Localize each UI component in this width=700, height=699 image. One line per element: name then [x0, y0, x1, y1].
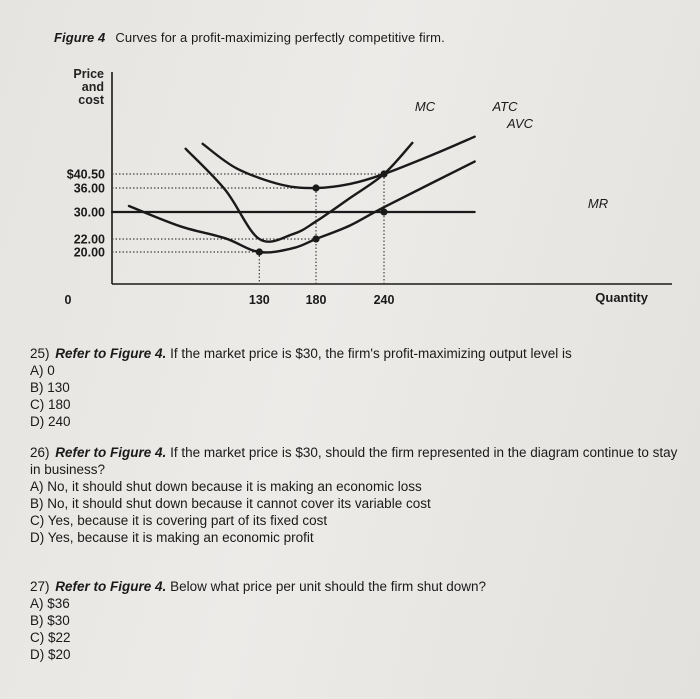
x-axis-title: Quantity	[595, 290, 648, 305]
question-text: Below what price per unit should the firm shut down?	[170, 579, 486, 594]
question-ref: Refer to Figure 4.	[55, 346, 167, 361]
y-tick-label: 20.00	[73, 245, 105, 260]
x-tick-label: 180	[305, 293, 327, 307]
intersection-point	[256, 248, 263, 255]
question-ref: Refer to Figure 4.	[55, 445, 167, 460]
y-axis-title-line: Price	[73, 67, 104, 81]
figure-label: Figure 4	[54, 30, 106, 45]
curve-atc	[203, 137, 475, 188]
answer-option[interactable]: C) Yes, because it is covering part of its fixed cost	[30, 513, 328, 528]
question-stem	[30, 444, 680, 478]
y-axis-title-line: and	[81, 80, 104, 94]
intersection-point	[380, 170, 387, 177]
curve-label-mc: MC	[414, 99, 436, 114]
curve-label-avc: AVC	[506, 116, 534, 131]
question-text: If the market price is $30, the firm's profit-maximizing output level is	[170, 346, 572, 361]
y-tick-label: 30.00	[73, 205, 105, 220]
intersection-point	[380, 208, 387, 215]
x-tick-label: 130	[248, 293, 270, 307]
y-tick-label: 36.00	[73, 181, 105, 196]
origin-label: 0	[64, 293, 72, 307]
answer-option[interactable]: D) 240	[30, 414, 71, 429]
answer-option[interactable]: D) $20	[30, 647, 71, 662]
curve-label-atc: ATC	[492, 99, 518, 114]
question-stem	[30, 345, 680, 362]
question-26	[30, 444, 680, 546]
figure-caption-text: Curves for a profit-maximizing perfectly competitive firm.	[115, 30, 445, 45]
answer-option[interactable]: A) $36	[30, 596, 70, 611]
curve-label-mr: MR	[587, 196, 609, 211]
answer-option[interactable]: B) 130	[30, 380, 70, 395]
answer-option[interactable]: C) 180	[30, 397, 71, 412]
answer-option[interactable]: A) 0	[30, 363, 55, 378]
question-stem	[30, 578, 680, 595]
answer-option[interactable]: B) $30	[30, 613, 70, 628]
y-tick-label: 22.00	[73, 232, 105, 247]
y-tick-label: $40.50	[66, 167, 105, 182]
question-number: 27)	[30, 579, 50, 594]
question-number: 26)	[30, 445, 50, 460]
answer-option[interactable]: B) No, it should shut down because it cannot cover its variable cost	[30, 496, 431, 511]
question-number: 25)	[30, 346, 50, 361]
answer-option[interactable]: C) $22	[30, 630, 71, 645]
question-ref: Refer to Figure 4.	[55, 579, 167, 594]
y-axis-title-line: cost	[78, 93, 104, 107]
intersection-point	[312, 184, 319, 191]
answer-option[interactable]: A) No, it should shut down because it is making an economic loss	[30, 479, 422, 494]
answer-option[interactable]: D) Yes, because it is making an economic profit	[30, 530, 314, 545]
cost-curves-chart	[0, 0, 700, 320]
question-text: If the market price is $30, should the firm represented in the diagram continue to stay in business?	[30, 445, 678, 477]
question-27	[30, 578, 680, 663]
question-25	[30, 345, 680, 430]
intersection-point	[312, 235, 319, 242]
x-tick-label: 240	[373, 293, 395, 307]
